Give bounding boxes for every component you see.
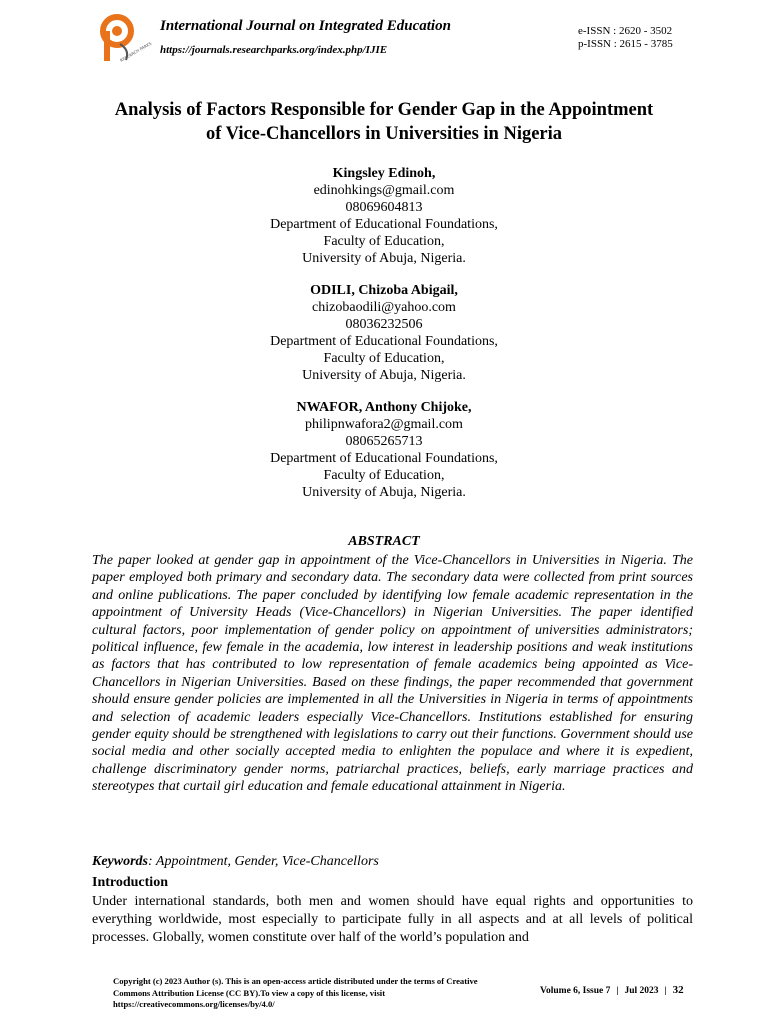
footer-divider: | bbox=[616, 986, 619, 996]
journal-title: International Journal on Integrated Education bbox=[160, 18, 451, 34]
keywords-line bbox=[92, 854, 379, 870]
author-email[interactable]: chizobaodili@yahoo.com bbox=[312, 300, 456, 315]
keywords-separator: : bbox=[148, 854, 156, 869]
footer-divider: | bbox=[664, 986, 667, 996]
author-name: ODILI, Chizoba Abigail, bbox=[310, 283, 458, 298]
author-faculty: Faculty of Education, bbox=[323, 351, 445, 366]
abstract-heading: ABSTRACT bbox=[348, 534, 420, 549]
issn-block bbox=[578, 25, 673, 51]
author-faculty: Faculty of Education, bbox=[323, 468, 445, 483]
volume-issue: Volume 6, Issue 7 bbox=[540, 986, 611, 996]
author-department: Department of Educational Foundations, bbox=[270, 451, 498, 466]
footer-license: Copyright (c) 2023 Author (s). This is an open-access article distributed under the terms of Creative Commons Attribution License (CC BY).To view a copy of this license, visit https://creativecommons.org/licenses/by/4.0/ bbox=[113, 976, 478, 1009]
author-university: University of Abuja, Nigeria. bbox=[302, 485, 466, 500]
paper-title bbox=[60, 98, 708, 146]
author-department: Department of Educational Foundations, bbox=[270, 334, 498, 349]
author-block bbox=[140, 282, 628, 384]
journal-url[interactable]: https://journals.researchparks.org/index.php/IJIE bbox=[160, 44, 388, 56]
author-faculty: Faculty of Education, bbox=[323, 234, 445, 249]
author-block bbox=[140, 165, 628, 267]
author-university: University of Abuja, Nigeria. bbox=[302, 368, 466, 383]
author-phone: 08069604813 bbox=[345, 200, 423, 215]
keywords-text: Appointment, Gender, Vice-Chancellors bbox=[155, 854, 379, 869]
author-email[interactable]: philipnwafora2@gmail.com bbox=[305, 417, 463, 432]
page-number: 32 bbox=[672, 984, 684, 996]
author-phone: 08036232506 bbox=[345, 317, 423, 332]
title-line-1: Analysis of Factors Responsible for Gender Gap in the Appointment bbox=[114, 100, 654, 120]
journal-logo bbox=[96, 14, 153, 66]
issue-date: Jul 2023 bbox=[624, 986, 659, 996]
logo-text: RESEARCH PARKS bbox=[119, 40, 153, 63]
title-line-2: of Vice-Chancellors in Universities in Nigeria bbox=[205, 124, 563, 144]
author-email[interactable]: edinohkings@gmail.com bbox=[313, 183, 455, 198]
pissn: p-ISSN : 2615 - 3785 bbox=[578, 38, 673, 50]
journal-header bbox=[0, 0, 768, 80]
abstract-text: The paper looked at gender gap in appointment of the Vice-Chancellors in Universities in Nigeria. The paper employed both primary and secondary data. The secondary data were collected from print sources and online publications. The paper concluded by identifying low female academic representation in the appointment of University Heads (Vice-Chancellors) in Nigerian Universities. The paper identified cultural factors, poor implementation of gender policy on appointment of universities administrators; political influence, few female in the academia, low interest in leadership positions and weak institutions as factors that has contributed to low representation of female academics being appointed as Vice-Chancellors in Nigerian Universities. Based on these findings, the paper recommended that government should ensure gender policies are implemented in all the Universities in Nigeria in terms of appointments and selection of academic leaders especially Vice-Chancellors. Institutions established for ensuring gender equity should be strengthened with legislations to carry out their functions. Government should use social media and other socially accepted media to enlighten the populace and where it is expedient, challenge discriminatory gender norms, patriarchal practices, beliefs, early marriage practices and stereotypes that curtail girl education and female educational attainment in Nigeria. bbox=[92, 553, 693, 795]
author-block bbox=[140, 399, 628, 501]
author-name: Kingsley Edinoh, bbox=[332, 166, 436, 181]
footer-volume bbox=[540, 984, 684, 996]
author-name: NWAFOR, Anthony Chijoke, bbox=[296, 400, 472, 415]
author-phone: 08065265713 bbox=[345, 434, 423, 449]
introduction-heading: Introduction bbox=[92, 875, 168, 890]
author-university: University of Abuja, Nigeria. bbox=[302, 251, 466, 266]
keywords-label: Keywords bbox=[92, 854, 148, 869]
author-department: Department of Educational Foundations, bbox=[270, 217, 498, 232]
eissn: e-ISSN : 2620 - 3502 bbox=[578, 25, 673, 37]
introduction-text: Under international standards, both men and women should have equal rights and opportunities to everything worldwide, most especially to participate fully in all aspects and at all levels of political processes. Globally, women constitute over half of the world’s population and bbox=[92, 894, 693, 945]
